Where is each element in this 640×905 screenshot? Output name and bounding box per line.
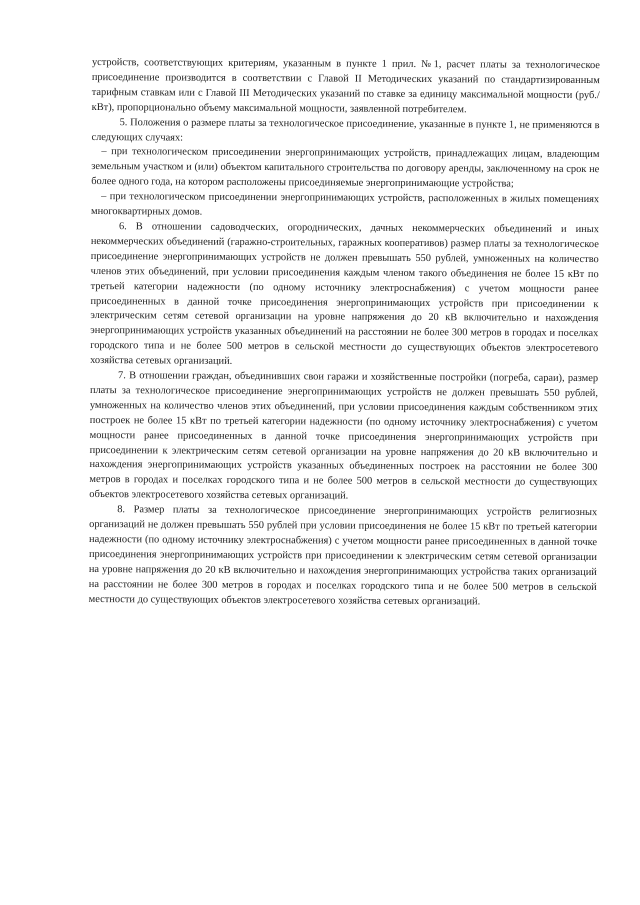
list-item-apartments: – при технологическом присоединении энергопринимающих устройств, расположенных в жилых помещениях многоквартирных домов. [91,191,600,218]
paragraph-continuation: устройств, соответствующих критериям, указанным в пункте 1 прил. №1, расчет платы за технологическое присоединение производится в соответствии с Главой II Методических указаний по стандартизированным тарифным ставкам или с Главой III Методических указаний по ставке за единицу максимальной мощности (руб./ кВт), пропорционально объему максимальной мощности, заявленной потребителем. [91,56,600,116]
paragraph-item-8: 8. Размер платы за технологическое присоединение энергопринимающих устройств религиозных организаций не должен превышать 550 рублей при условии присоединения не более 15 кВт по третьей категории надежности (по одному источнику электроснабжения) с учетом мощности ранее присоединенных в данной точке присоединения энергопринимающих устройств при присоединении к электрическим сетям сетевой организации на уровне напряжения до 20 кВ включительно и нахождения энергопринимающих устройства таких организаций на расстоянии не более 300 метров в городах и поселках городского типа и не более 500 метров в сельской местности до существующих объектов электросетевого хозяйства сетевых организаций. [88,504,598,608]
document-page [89,56,600,611]
list-item-lease: – при технологическом присоединении энергопринимающих устройств, принадлежащих лицам, владеющим земельным участком и (или) объектом капитального строительства по договору аренды, заключенному на срок не более одного года, на котором расположены присоединяемые энергопринимающие устройства; [91,146,600,190]
paragraph-item-7: 7. В отношении граждан, объединивших свои гаражи и хозяйственные постройки (погреба, сараи), размер платы за технологическое присоединение энергопринимающих устройств не должен превышать 550 рублей, умноженных на количество членов этих объединений, при условии присоединения каждым собственником этих построек не более 15 кВт по третьей категории надежности (по одному источнику электроснабжения) с учетом мощности ранее присоединенных в данной точке присоединения энергопринимающих устройств при присоединении к электрическим сетям сетевой организации на уровне напряжения до 20 кВ включительно и нахождения энергопринимающих устройств указанных объединенных построек на расстоянии не более 300 метров в городах и поселках городского типа и не более 500 метров в сельской местности до существующих объектов электросетевого хозяйства сетевых организаций. [89,370,599,502]
paragraph-item-6: 6. В отношении садоводческих, огороднических, дачных некоммерческих объединений и иных некоммерческих объединений (гаражно-строительных, гаражных кооперативов) размер платы за технологическое присоединение энергопринимающих устройств не должен превышать 550 рублей, умноженных на количество членов этих объединений, при условии присоединения каждым членом такого объединения не более 15 кВт по третьей категории надежности (по одному источнику электроснабжения) с учетом мощности ранее присоединенных в данной точке присоединения энергопринимающих устройств при присоединении к электрическим сетям сетевой организации на уровне напряжения до 20 кВ включительно и нахождения энергопринимающих устройств указанных объединений на расстоянии не более 300 метров в городах и поселках городского типа и не более 500 метров в сельской местности до существующих объектов электросетевого хозяйства сетевых организаций. [90,221,599,367]
paragraph-item-5: 5. Положения о размере платы за технологическое присоединение, указанные в пункте 1, не применяются в следующих случаях: [91,116,600,144]
